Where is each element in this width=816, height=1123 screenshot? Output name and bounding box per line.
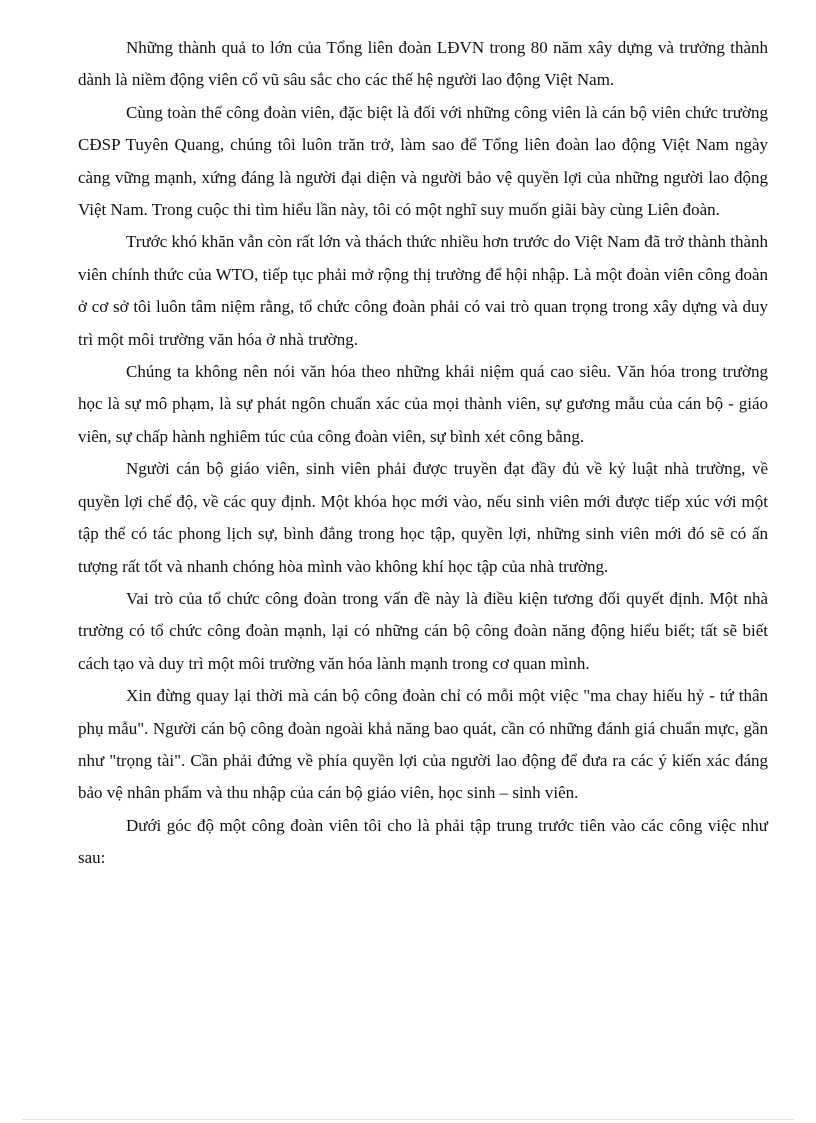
document-body xyxy=(78,32,768,875)
page-bottom-divider xyxy=(22,1119,794,1120)
paragraph-6: Vai trò của tổ chức công đoàn trong vấn đề này là điều kiện tương đối quyết định. Một nhà trường có tổ chức công đoàn mạnh, lại có những cán bộ công đoàn năng động hiểu biết; tất sẽ biết cách tạo và duy trì một môi trường văn hóa lành mạnh trong cơ quan mình. xyxy=(78,588,768,673)
paragraph-7: Xin đừng quay lại thời mà cán bộ công đoàn chỉ có mỗi một việc "ma chay hiếu hỷ - tứ thân phụ mẫu". Người cán bộ công đoàn ngoài khả năng bao quát, cần có những đánh giá chuẩn mực, gần như "trọng tài". Cần phải đứng về phía quyền lợi của người lao động để đưa ra các ý kiến xác đáng bảo vệ nhân phẩm và thu nhập của cán bộ giáo viên, học sinh – sinh viên. xyxy=(78,686,768,803)
paragraph-5: Người cán bộ giáo viên, sinh viên phải được truyền đạt đầy đủ về kỷ luật nhà trường, về quyền lợi chế độ, về các quy định. Một khóa học mới vào, nếu sinh viên mới được tiếp xúc với một tập thể có tác phong lịch sự, bình đẳng trong học tập, quyền lợi, những sinh viên mới đó sẽ có ấn tượng rất tốt và nhanh chóng hòa mình vào không khí học tập của nhà trường. xyxy=(78,459,768,576)
paragraph-3: Trước khó khăn vẫn còn rất lớn và thách thức nhiều hơn trước do Việt Nam đã trở thành thành viên chính thức của WTO, tiếp tục phải mở rộng thị trường để hội nhập. Là một đoàn viên công đoàn ở cơ sở tôi luôn tâm niệm rằng, tổ chức công đoàn phải có vai trò quan trọng trong xây dựng và duy trì một môi trường văn hóa ở nhà trường. xyxy=(78,232,768,349)
paragraph-1: Những thành quả to lớn của Tổng liên đoàn LĐVN trong 80 năm xây dựng và trưởng thành dành là niềm động viên cổ vũ sâu sắc cho các thế hệ người lao động Việt Nam. xyxy=(78,38,768,90)
paragraph-2: Cùng toàn thể công đoàn viên, đặc biệt là đối với những công viên là cán bộ viên chức trường CĐSP Tuyên Quang, chúng tôi luôn trăn trở, làm sao để Tổng liên đoàn lao động Việt Nam ngày càng vững mạnh, xứng đáng là người đại diện và người bảo vệ quyền lợi của những người lao động Việt Nam. Trong cuộc thi tìm hiểu lần này, tôi có một nghĩ suy muốn giãi bày cùng Liên đoàn. xyxy=(78,102,768,220)
paragraph-4: Chúng ta không nên nói văn hóa theo những khái niệm quá cao siêu. Văn hóa trong trường học là sự mô phạm, là sự phát ngôn chuẩn xác của mọi thành viên, sự gương mẫu của cán bộ - giáo viên, sự chấp hành nghiêm túc của công đoàn viên, sự bình xét công bằng. xyxy=(78,362,768,446)
paragraph-8: Dưới góc độ một công đoàn viên tôi cho là phải tập trung trước tiên vào các công việc như sau: xyxy=(78,815,768,868)
